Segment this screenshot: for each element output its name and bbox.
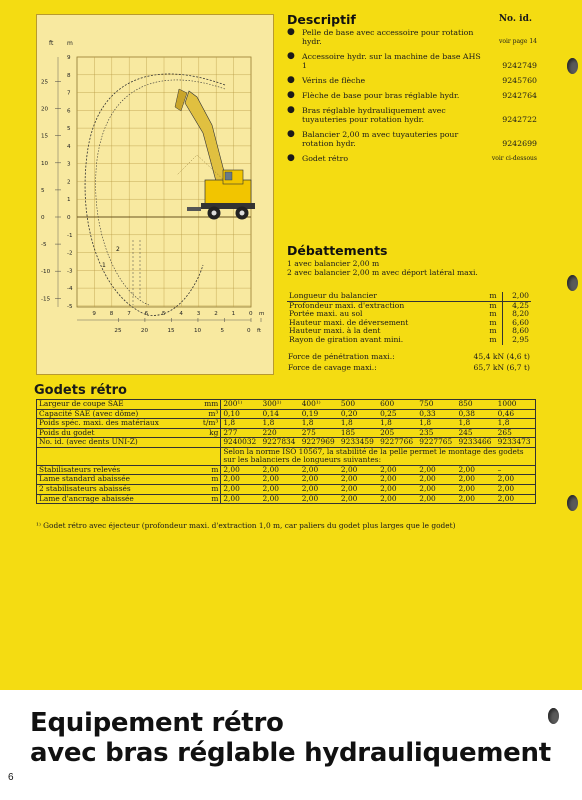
godet-row-unit: kg bbox=[195, 428, 221, 438]
y-tick-label-ft: -5 bbox=[41, 242, 47, 249]
godet-cell: 9233459 bbox=[339, 438, 378, 448]
godet-cell: 2,00 bbox=[339, 475, 378, 485]
descriptif-item-id: 9242699 bbox=[502, 139, 537, 148]
excavator-chassis bbox=[201, 203, 255, 209]
y-tick-label-ft: 5 bbox=[41, 187, 45, 194]
godet-cell: 2,00 bbox=[496, 494, 536, 504]
spec-value: 2,95 bbox=[503, 336, 532, 345]
godet-cell: 0,25 bbox=[378, 409, 417, 419]
x-tick-label-m: 3 bbox=[196, 311, 201, 317]
y-tick-label-ft: 20 bbox=[41, 106, 49, 113]
godet-cell: 1,8 bbox=[378, 419, 417, 429]
spec-value: 8,20 bbox=[503, 310, 532, 319]
bullet-icon: ● bbox=[287, 27, 295, 37]
godet-cell: 9240032 bbox=[221, 438, 261, 448]
godet-cell: 185 bbox=[339, 428, 378, 438]
descriptif-item-text: Bras réglable hydrauliquement avec tuyauteries pour rotation hydr. bbox=[302, 106, 446, 124]
godet-cell: 2,00 bbox=[261, 494, 300, 504]
curve-label-1: 1 bbox=[102, 262, 106, 269]
legend-line-2: 2 avec balancier 2,00 m avec déport latéral maxi. bbox=[287, 268, 478, 277]
godet-row-label: Lame standard abaissée bbox=[37, 475, 195, 485]
y-tick-label-m: -2 bbox=[67, 250, 73, 257]
y-tick-label-m: 1 bbox=[67, 197, 71, 204]
godets-footnote: ¹⁾ Godet rétro avec éjecteur (profondeur maxi. d'extraction 1,0 m, car paliers du godet plus larges que le godet) bbox=[36, 521, 456, 530]
godet-row-unit: t/m³ bbox=[195, 419, 221, 429]
y-tick-label-ft: 0 bbox=[41, 215, 45, 221]
y-tick-label-ft: 25 bbox=[41, 79, 49, 86]
godet-cell: 2,00 bbox=[300, 484, 339, 494]
binder-hole bbox=[567, 58, 578, 74]
godet-cell: 0,33 bbox=[417, 409, 456, 419]
bullet-icon: ● bbox=[287, 75, 295, 85]
force-value: 65,7 kN (6,7 t) bbox=[473, 363, 530, 372]
y-tick-label-m: 3 bbox=[67, 161, 71, 168]
godet-row-label: Largeur de coupe SAE bbox=[37, 400, 195, 410]
godet-cell: 2,00 bbox=[456, 465, 495, 475]
godet-cell: 2,00 bbox=[456, 475, 495, 485]
godet-cell: 2,00 bbox=[339, 484, 378, 494]
godet-cell: 2,00 bbox=[221, 475, 261, 485]
descriptif-item-text: Pelle de base avec accessoire pour rotation hydr. bbox=[302, 28, 474, 46]
x-tick-label-m: 6 bbox=[144, 311, 149, 317]
x-tick-label-m: 8 bbox=[109, 311, 114, 317]
reach-diagram bbox=[36, 14, 274, 375]
godet-cell: 1,8 bbox=[417, 419, 456, 429]
godet-row-label: Poids spéc. maxi. des matériaux bbox=[37, 419, 195, 429]
godet-cell: 2,00 bbox=[261, 465, 300, 475]
descriptif-item bbox=[287, 28, 537, 46]
godet-cell: 2,00 bbox=[378, 494, 417, 504]
spec-row bbox=[287, 336, 531, 345]
x-tick-label-ft: 25 bbox=[114, 328, 122, 334]
spec-unit: m bbox=[489, 326, 497, 336]
godet-cell: 300¹⁾ bbox=[261, 400, 300, 410]
spec-unit: m bbox=[489, 334, 497, 344]
godet-cell: 1000 bbox=[496, 400, 536, 410]
godet-cell: 2,00 bbox=[378, 484, 417, 494]
bullet-icon: ● bbox=[287, 105, 295, 115]
y-tick-label-m: 7 bbox=[67, 90, 71, 97]
godet-cell: 0,19 bbox=[300, 409, 339, 419]
descriptif-item-id: 9242764 bbox=[502, 91, 537, 100]
godet-row-label: Capacité SAE (avec dôme) bbox=[37, 409, 195, 419]
descriptif-item bbox=[287, 106, 537, 124]
godets-title: Godets rétro bbox=[34, 383, 127, 398]
y-tick-label-ft: 15 bbox=[41, 133, 49, 140]
godet-cell: 2,00 bbox=[221, 465, 261, 475]
godet-cell: 9227969 bbox=[300, 438, 339, 448]
godet-row-unit: m bbox=[195, 475, 221, 485]
descriptif-item-id: 9242749 bbox=[502, 61, 537, 70]
spec-row bbox=[287, 292, 531, 301]
spec-label: Longueur du balancier bbox=[287, 292, 484, 301]
godet-cell: 265 bbox=[496, 428, 536, 438]
godet-row-label: No. id. (avec dents UNI-Z) bbox=[37, 438, 195, 448]
godet-cell: 2,00 bbox=[378, 465, 417, 475]
descriptif-item-id: voir ci-dessous bbox=[491, 155, 537, 162]
noid-header: No. id. bbox=[498, 14, 532, 24]
x-tick-label-m: 4 bbox=[179, 311, 183, 317]
godet-cell: 2,00 bbox=[300, 494, 339, 504]
godet-cell: 400¹⁾ bbox=[300, 400, 339, 410]
x-tick-label-m: m bbox=[259, 311, 265, 317]
godet-row-unit bbox=[195, 438, 221, 448]
godet-norm-spacer bbox=[37, 447, 221, 465]
godet-cell: 1,8 bbox=[496, 419, 536, 429]
godet-cell: 2,00 bbox=[496, 475, 536, 485]
spec-label: Hauteur maxi. de déversement bbox=[289, 317, 409, 327]
godet-cell: 2,00 bbox=[300, 465, 339, 475]
godet-cell: 205 bbox=[378, 428, 417, 438]
boom-shape bbox=[185, 91, 227, 185]
descriptif-item bbox=[287, 52, 537, 70]
descriptif-item-id: 9245760 bbox=[502, 76, 537, 85]
page-title bbox=[30, 708, 551, 768]
godet-cell: 2,00 bbox=[261, 475, 300, 485]
godet-cell: 750 bbox=[417, 400, 456, 410]
spec-label: Portée maxi. au sol bbox=[289, 309, 363, 319]
descriptif-item bbox=[287, 130, 537, 148]
godet-cell: – bbox=[496, 465, 536, 475]
x-tick-label-ft: 20 bbox=[140, 328, 149, 334]
godet-cell: 2,00 bbox=[378, 475, 417, 485]
excavator-window bbox=[225, 172, 232, 180]
godet-cell: 500 bbox=[339, 400, 378, 410]
bullet-icon: ● bbox=[287, 129, 295, 139]
y-tick-label-m: 9 bbox=[67, 55, 71, 61]
axis-unit-m: m bbox=[67, 40, 73, 47]
y-tick-label-m: 8 bbox=[67, 72, 71, 79]
x-tick-label-ft: 5 bbox=[220, 328, 225, 334]
descriptif-item-text: Accessoire hydr. sur la machine de base AHS 1 bbox=[302, 52, 481, 70]
godet-cell: 220 bbox=[261, 428, 300, 438]
y-tick-label-m: 2 bbox=[67, 179, 71, 186]
godet-cell: 200¹⁾ bbox=[221, 400, 261, 410]
godet-cell: 2,00 bbox=[417, 494, 456, 504]
godet-row-unit: mm bbox=[195, 400, 221, 410]
page-title-line-2: avec bras réglable hydrauliquement bbox=[30, 738, 551, 768]
godet-cell: 9233473 bbox=[496, 438, 536, 448]
godet-cell: 2,00 bbox=[417, 465, 456, 475]
force-label: Force de pénétration maxi.: bbox=[288, 352, 395, 361]
godet-row-unit: m bbox=[195, 494, 221, 504]
y-tick-label-m: 4 bbox=[67, 143, 71, 150]
descriptif-item-text: Flèche de base pour bras réglable hydr. bbox=[302, 91, 460, 100]
x-tick-label-m: 1 bbox=[231, 311, 236, 317]
godet-row-label: Lame d'ancrage abaissée bbox=[37, 494, 195, 504]
reach-spec-table bbox=[287, 292, 531, 345]
debattements-legend bbox=[287, 259, 478, 277]
x-tick-label-m: 0 bbox=[249, 311, 253, 317]
page-number: 6 bbox=[8, 772, 14, 783]
y-tick-label-ft: -10 bbox=[41, 269, 51, 276]
descriptif-item-text: Vérins de flèche bbox=[302, 76, 366, 85]
spec-value: 8,60 bbox=[503, 327, 532, 336]
axis-unit-ft: ft bbox=[49, 40, 54, 47]
godets-table bbox=[36, 399, 536, 504]
godet-cell: 1,8 bbox=[221, 419, 261, 429]
godet-cell: 2,00 bbox=[456, 484, 495, 494]
descriptif-item-id: 9242722 bbox=[502, 115, 537, 124]
x-tick-label-m: 9 bbox=[92, 311, 96, 317]
godet-cell: 275 bbox=[300, 428, 339, 438]
godet-cell: 0,14 bbox=[261, 409, 300, 419]
x-tick-label-ft: 0 bbox=[247, 328, 251, 334]
godet-cell: 2,00 bbox=[339, 494, 378, 504]
spec-unit: m bbox=[484, 292, 503, 301]
bullet-icon: ● bbox=[287, 153, 295, 163]
godet-cell: 0,10 bbox=[221, 409, 261, 419]
binder-hole bbox=[567, 495, 578, 511]
legend-line-1: 1 avec balancier 2,00 m bbox=[287, 259, 380, 268]
force-label: Force de cavage maxi.: bbox=[288, 363, 377, 372]
force-row bbox=[287, 362, 531, 373]
spec-label: Hauteur maxi. à la dent bbox=[289, 326, 381, 336]
godet-cell: 2,00 bbox=[221, 494, 261, 504]
descriptif-item-text: Godet rétro bbox=[302, 154, 349, 163]
spec-unit: m bbox=[489, 317, 497, 327]
godet-row-unit: m bbox=[195, 484, 221, 494]
godet-row-label: 2 stabilisateurs abaissés bbox=[37, 484, 195, 494]
y-tick-label-ft: -15 bbox=[41, 296, 51, 303]
godet-norm-note: Selon la norme ISO 10567, la stabilité de la pelle permet le montage des godets sur les balanciers de longueurs suivantes: bbox=[221, 447, 536, 465]
godet-row-unit: m³ bbox=[195, 409, 221, 419]
dozer-blade bbox=[187, 207, 201, 211]
y-tick-label-m: -3 bbox=[67, 268, 73, 275]
godet-cell: 9227765 bbox=[417, 438, 456, 448]
y-tick-label-m: 0 bbox=[67, 215, 71, 221]
spec-value: 2,00 bbox=[503, 292, 532, 301]
y-tick-label-m: -1 bbox=[67, 232, 73, 239]
godet-cell: 0,46 bbox=[496, 409, 536, 419]
y-tick-label-ft: 10 bbox=[41, 160, 49, 167]
descriptif-item bbox=[287, 91, 537, 100]
curve-label-2: 2 bbox=[116, 246, 120, 253]
godet-row bbox=[37, 400, 536, 410]
godet-row-label: Poids du godet bbox=[37, 428, 195, 438]
x-tick-label-m: 7 bbox=[127, 311, 131, 317]
x-tick-label-ft: 10 bbox=[193, 328, 202, 334]
godet-cell: 9227834 bbox=[261, 438, 300, 448]
godet-cell: 9233466 bbox=[456, 438, 495, 448]
wheel-hub bbox=[212, 211, 217, 216]
page-title-line-1: Equipement rétro bbox=[30, 708, 284, 738]
x-tick-label-m: 5 bbox=[162, 311, 166, 317]
spec-value: 4,25 bbox=[503, 301, 532, 310]
descriptif-item bbox=[287, 154, 537, 163]
godet-row-unit: m bbox=[195, 465, 221, 475]
force-row bbox=[287, 351, 531, 362]
godet-cell: 277 bbox=[221, 428, 261, 438]
spec-unit: m bbox=[489, 309, 497, 319]
descriptif-title: Descriptif bbox=[287, 12, 356, 27]
godet-cell: 850 bbox=[456, 400, 495, 410]
godet-cell: 2,00 bbox=[300, 475, 339, 485]
force-table bbox=[287, 351, 531, 373]
descriptif-item-text: Balancier 2,00 m avec tuyauteries pour rotation hydr. bbox=[302, 130, 459, 148]
godet-cell: 600 bbox=[378, 400, 417, 410]
spec-label: Profondeur maxi. d'extraction bbox=[289, 300, 405, 310]
godet-norm-row bbox=[37, 447, 536, 465]
godet-cell: 1,8 bbox=[456, 419, 495, 429]
bullet-icon: ● bbox=[287, 90, 295, 100]
godet-cell: 1,8 bbox=[339, 419, 378, 429]
godet-cell: 1,8 bbox=[300, 419, 339, 429]
godet-row bbox=[37, 419, 536, 429]
x-tick-label-m: 2 bbox=[214, 311, 218, 317]
spec-value: 6,60 bbox=[503, 319, 532, 328]
godet-cell: 2,00 bbox=[261, 484, 300, 494]
reach-diagram-svg bbox=[37, 15, 273, 374]
godet-row bbox=[37, 484, 536, 494]
bucket-shape bbox=[175, 89, 187, 111]
spec-label: Rayon de giration avant mini. bbox=[289, 334, 404, 344]
godet-row-label: Stabilisateurs relevés bbox=[37, 465, 195, 475]
godet-cell: 9227766 bbox=[378, 438, 417, 448]
debattements-title: Débattements bbox=[287, 243, 388, 258]
y-tick-label-m: 6 bbox=[67, 108, 71, 115]
descriptif-list bbox=[287, 28, 537, 169]
y-tick-label-m: 5 bbox=[67, 126, 71, 133]
godet-cell: 2,00 bbox=[496, 484, 536, 494]
spec-unit: m bbox=[489, 300, 497, 310]
wheel-hub bbox=[240, 211, 245, 216]
binder-hole bbox=[567, 275, 578, 291]
y-tick-label-m: -5 bbox=[67, 303, 73, 310]
x-tick-label-ft: ft bbox=[257, 328, 262, 334]
godet-cell: 235 bbox=[417, 428, 456, 438]
godet-cell: 2,00 bbox=[339, 465, 378, 475]
godet-cell: 245 bbox=[456, 428, 495, 438]
y-tick-label-m: -4 bbox=[67, 286, 73, 293]
godet-cell: 0,20 bbox=[339, 409, 378, 419]
godet-cell: 2,00 bbox=[456, 494, 495, 504]
godet-cell: 2,00 bbox=[417, 475, 456, 485]
godet-cell: 2,00 bbox=[221, 484, 261, 494]
bullet-icon: ● bbox=[287, 51, 295, 61]
force-value: 45,4 kN (4,6 t) bbox=[473, 352, 530, 361]
descriptif-item bbox=[287, 76, 537, 85]
godet-cell: 1,8 bbox=[261, 419, 300, 429]
x-tick-label-ft: 15 bbox=[167, 328, 175, 334]
godet-row bbox=[37, 494, 536, 504]
godet-cell: 2,00 bbox=[417, 484, 456, 494]
descriptif-item-id: voir page 14 bbox=[498, 38, 537, 45]
godet-cell: 0,38 bbox=[456, 409, 495, 419]
